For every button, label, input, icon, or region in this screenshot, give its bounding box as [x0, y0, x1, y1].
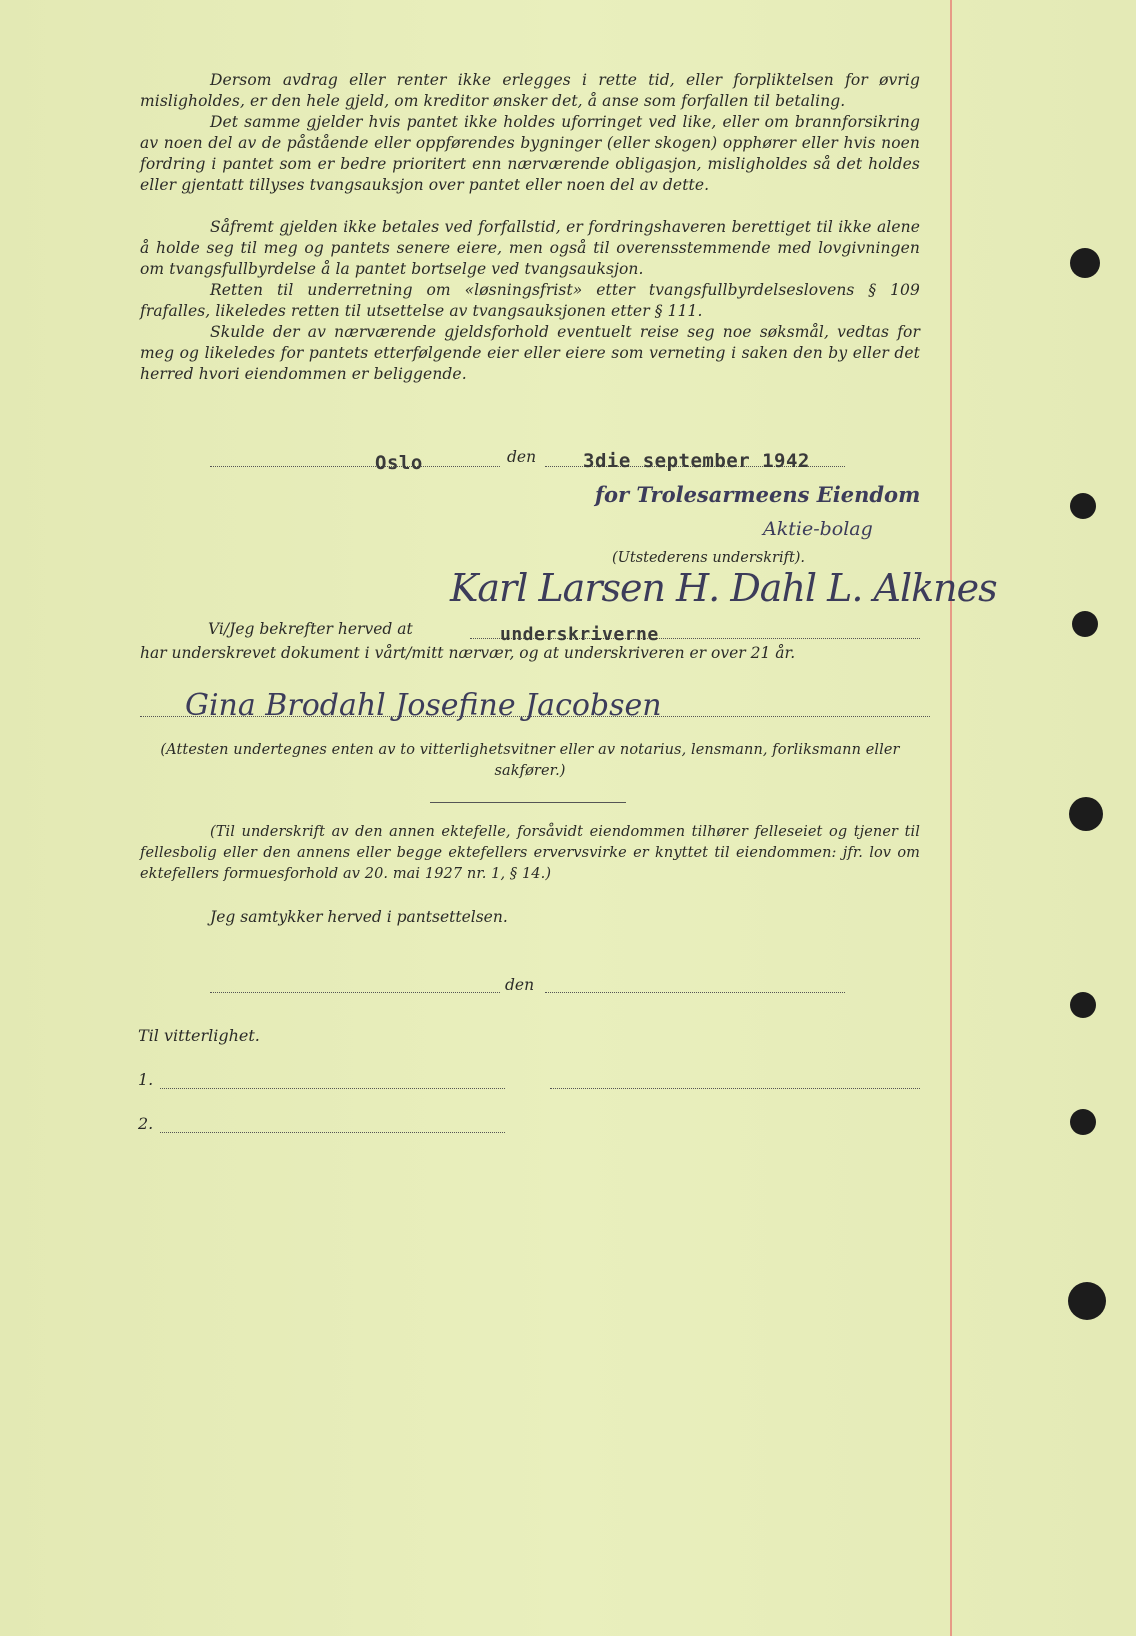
- confirm-rest: har underskrevet dokument i vårt/mitt nærvær, og at underskriveren er over 21 år.: [140, 644, 796, 662]
- paragraph-jurisdiction: Skulde der av nærværende gjeldsforhold eventuelt reise seg noe søksmål, vedtas for meg og likeledes for pantets etterfølgende eier eller eiere som verneting i saken den by eller det herred hvori eiendommen er beliggende.: [140, 323, 920, 383]
- paragraph-notice-waiver: Retten til underretning om «løsningsfrist» etter tvangsfullbyrdelseslovens § 109 frafalles, likeledes retten til utsettelse av tvangsauksjonen etter § 111.: [140, 281, 920, 320]
- paragraph-default: Dersom avdrag eller renter ikke erlegges i rette tid, eller forpliktelsen for øvrig misligholdes, er den hele gjeld, om kreditor ønsker det, å anse som forfallen til betaling.: [140, 71, 920, 110]
- consent-date-line: [545, 992, 845, 993]
- confirm-prefix: Vi/Jeg bekrefter herved at: [208, 620, 413, 638]
- place-field: Oslo: [375, 452, 423, 474]
- witness-number-1: 1.: [138, 1070, 154, 1089]
- paragraph-pledge-condition: Det samme gjelder hvis pantet ikke holdes uforringet ved like, eller om brannforsikring av noen del av de påstående eller oppførendes bygninger (eller skogen) opphører eller hvis noen fordring i pantet som er bedre prioritert enn nærværende obligasjon, misligholdes så det holdes eller gjentatt tillyses tvangsauksjon over pantet eller noen del av dette.: [140, 113, 920, 194]
- separator-line: [430, 802, 626, 803]
- issuer-company: Aktie-bolag: [763, 518, 873, 540]
- punch-hole: [1072, 611, 1098, 637]
- consent-den-label: den: [505, 976, 535, 994]
- attest-note: (Attesten undertegnes enten av to vitterlighetsvitner eller av notarius, lensmann, forliksmann eller sakfører.): [160, 742, 900, 779]
- punch-hole: [1070, 992, 1096, 1018]
- consent-text: Jeg samtykker herved i pantsettelsen.: [210, 908, 508, 926]
- punch-hole: [1070, 1109, 1096, 1135]
- date-field: 3die september 1942: [583, 450, 810, 472]
- paragraph-enforcement: Såfremt gjelden ikke betales ved forfallstid, er fordringshaveren berettiget til ikke alene å holde seg til meg og pantets senere eiere, men også til overensstemmende med lovgivningen om tvangsfullbyrdelse å la pantet bortselge ved tvangsauksjon.: [140, 218, 920, 278]
- issuer-caption: (Utstederens underskrift).: [612, 550, 806, 566]
- confirm-typed: underskriverne: [500, 624, 659, 645]
- witness-line-2: [160, 1132, 505, 1133]
- place-dotted-line: [210, 466, 500, 467]
- spouse-note: (Til underskrift av den annen ektefelle, forsåvidt eiendommen tilhører felleseiet og tjener til fellesbolig eller den annens eller begge ektefellers ervervsvirke er knyttet til eiendommen: jfr. lov om ektefellers formuesforhold av 20. mai 1927 nr. 1, § 14.): [140, 824, 920, 882]
- witness-number-2: 2.: [138, 1114, 154, 1133]
- punch-hole: [1068, 1282, 1106, 1320]
- issuer-name: for Trolesarmeens Eiendom: [595, 482, 921, 507]
- witness-signatures: Gina Brodahl Josefine Jacobsen: [185, 688, 662, 723]
- den-label: den: [507, 448, 537, 466]
- consent-place-line: [210, 992, 500, 993]
- issuer-signatures: Karl Larsen H. Dahl L. Alknes: [450, 566, 997, 610]
- witness-line-1b: [550, 1088, 920, 1089]
- witness-line-1a: [160, 1088, 505, 1089]
- margin-line: [950, 0, 952, 1636]
- punch-hole: [1070, 493, 1096, 519]
- punch-hole: [1069, 797, 1103, 831]
- punch-hole: [1070, 248, 1100, 278]
- witness-heading: Til vitterlighet.: [138, 1026, 260, 1045]
